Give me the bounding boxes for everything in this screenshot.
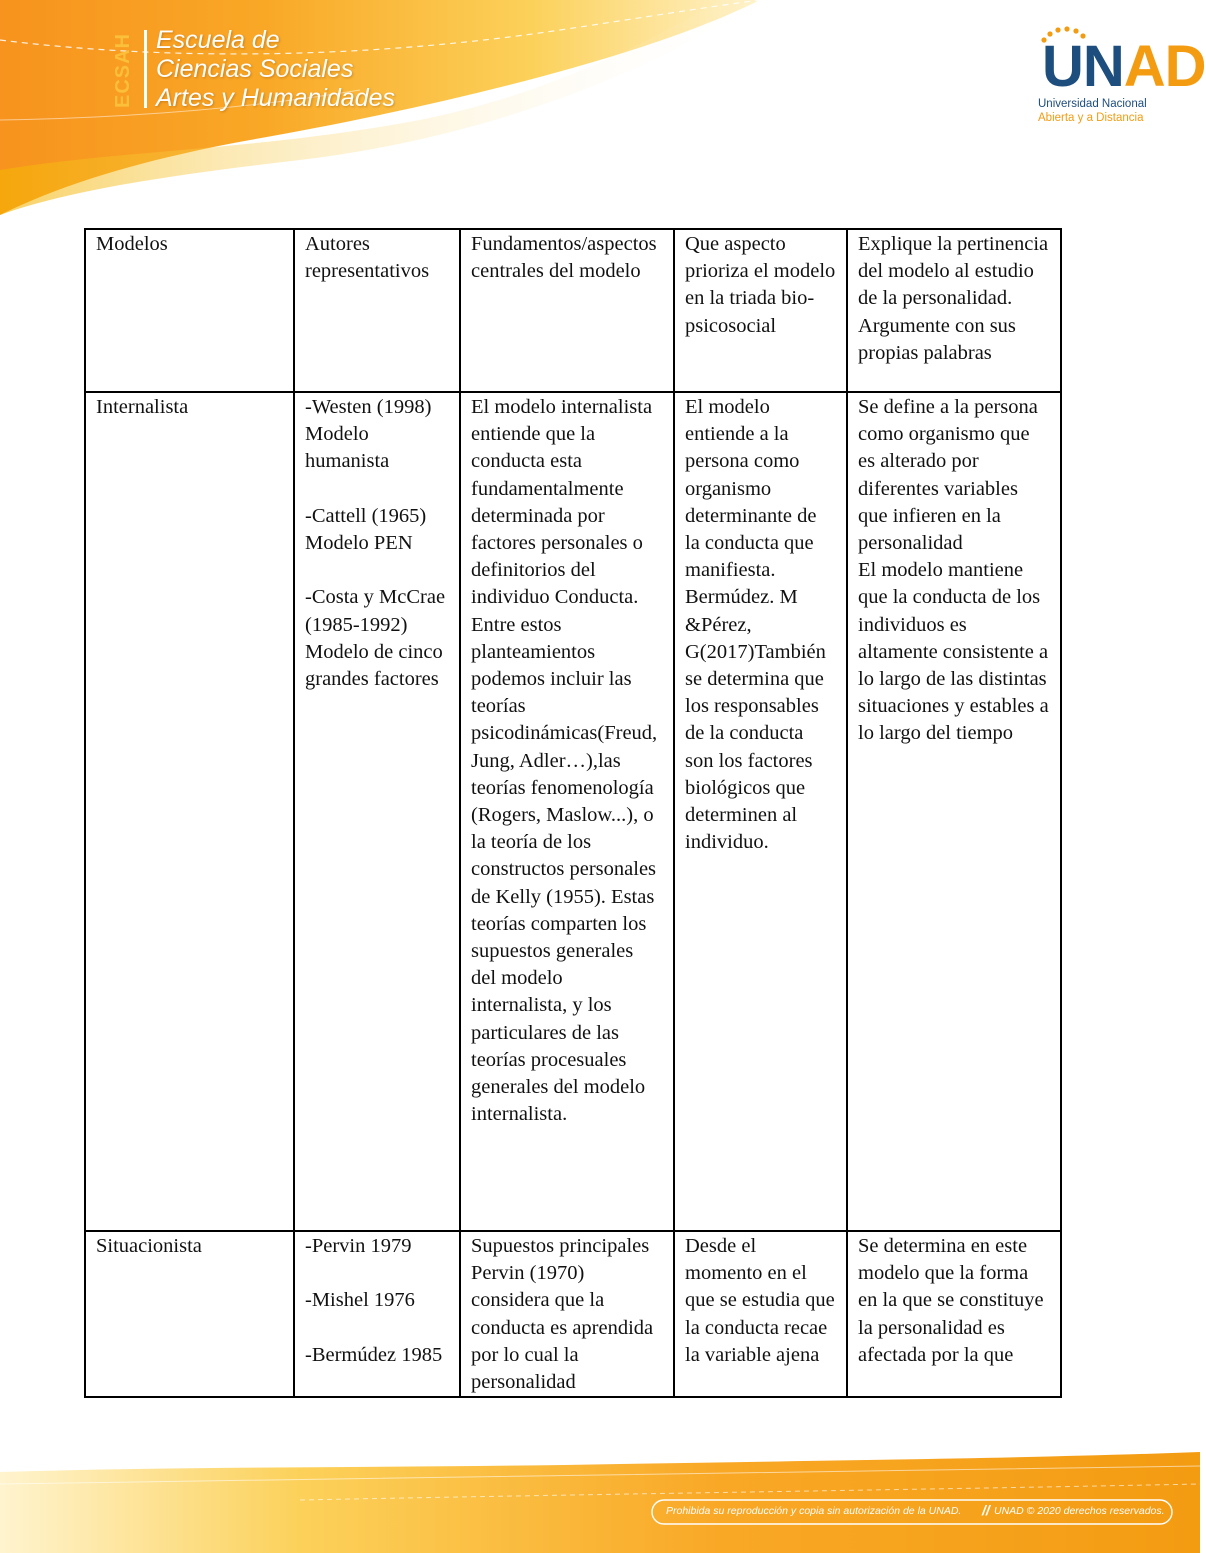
logo-subtitle-2: Abierta y a Distancia [1038, 112, 1144, 124]
logo-wordmark: UNAD [1042, 34, 1206, 99]
unad-logo [1036, 26, 1206, 126]
table-row [85, 392, 1061, 1231]
school-acronym: ECSAH [111, 32, 134, 108]
school-name-line: Escuela de [156, 26, 280, 54]
school-name-line: Artes y Humanidades [156, 84, 396, 112]
footer-notice: Prohibida su reproducción y copia sin autorización de la UNAD. [666, 1505, 962, 1517]
footer-banner-graphic [0, 1440, 1200, 1553]
header-cell-authors: Autores representativos [294, 229, 460, 392]
school-divider [144, 30, 147, 108]
table-header-row [85, 229, 1061, 392]
models-table [84, 228, 1062, 1398]
cell-authors: -Westen (1998) Modelo humanista -Cattell (1965) Modelo PEN -Costa y McCrae (1985-1992) Modelo de cinco grandes factores [294, 392, 460, 1231]
header-cell-relevance: Explique la pertinencia del modelo al estudio de la personalidad. Argumente con sus propias palabras [847, 229, 1061, 392]
school-name [156, 26, 395, 113]
cell-authors: -Pervin 1979 -Mishel 1976 -Bermúdez 1985 [294, 1231, 460, 1397]
page-header [0, 0, 1206, 220]
header-cell-models: Modelos [85, 229, 294, 392]
cell-fundamentals: El modelo internalista entiende que la conducta esta fundamentalmente determinada por factores personales o definitorios del individuo Conducta. Entre estos planteamientos podemos incluir las teorías psicodinámicas(Freud, Jung, Adler…),las teorías fenomenología (Rogers, Maslow...), o la teoría de los constructos personales de Kelly (1955). Estas teorías comparten los supuestos generales del modelo internalista, y los particulares de las teorías procesuales generales del modelo internalista. [460, 392, 674, 1231]
cell-priority: El modelo entiende a la persona como organismo determinante de la conducta que manifiesta. Bermúdez. M &Pérez, G(2017)También se determina que los responsables de la conducta son los factores biológicos que determinen al individuo. [674, 392, 847, 1231]
cell-model: Internalista [85, 392, 294, 1231]
logo-subtitle-1: Universidad Nacional [1038, 98, 1147, 110]
cell-priority: Desde el momento en el que se estudia que la conducta recae la variable ajena [674, 1231, 847, 1397]
footer-separator: // [982, 1502, 990, 1518]
cell-fundamentals: Supuestos principales Pervin (1970) considera que la conducta es aprendida por lo cual la personalidad [460, 1231, 674, 1397]
cell-model: Situacionista [85, 1231, 294, 1397]
header-cell-priority: Que aspecto prioriza el modelo en la triada bio-psicosocial [674, 229, 847, 392]
school-name-line: Ciencias Sociales [156, 55, 354, 83]
cell-relevance: Se determina en este modelo que la forma en la que se constituye la personalidad es afectada por la que [847, 1231, 1061, 1397]
footer-copyright [652, 1500, 1172, 1524]
page-footer [0, 1440, 1200, 1553]
header-cell-fundamentals: Fundamentos/aspectos centrales del modelo [460, 229, 674, 392]
cell-relevance: Se define a la persona como organismo que es alterado por diferentes variables que infieren en la personalidad El modelo mantiene que la conducta de los individuos es altamente consistente a lo largo de las distintas situaciones y estables a lo largo del tiempo [847, 392, 1061, 1231]
footer-rights: UNAD © 2020 derechos reservados. [994, 1505, 1165, 1517]
table-row [85, 1231, 1061, 1397]
